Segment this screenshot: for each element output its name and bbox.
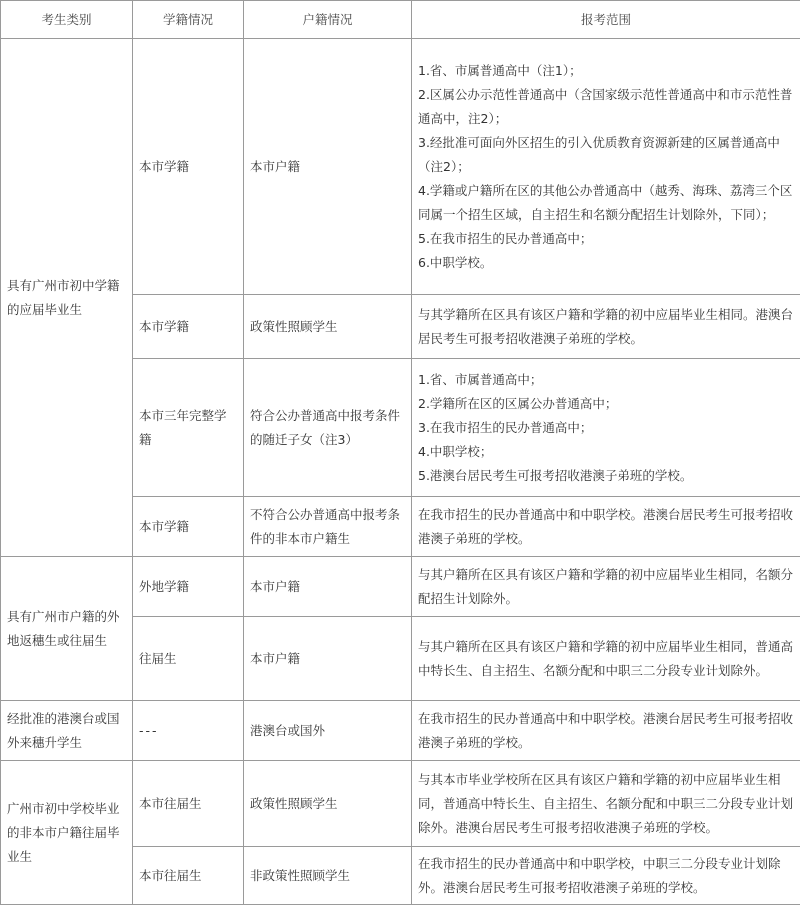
household-status-cell: 政策性照顾学生 (244, 761, 412, 847)
category-cell: 具有广州市初中学籍的应届毕业生 (1, 39, 133, 557)
household-status-cell: 非政策性照顾学生 (244, 847, 412, 905)
table-row (1, 557, 800, 617)
scope-line: 1.省、市属普通高中； (418, 371, 543, 387)
scope-cell (412, 39, 800, 295)
table-row (1, 701, 800, 761)
header-application-scope: 报考范围 (412, 1, 800, 39)
household-status-cell: 港澳台或国外 (244, 701, 412, 761)
scope-line: 2.区属公办示范性普通高中（含国家级示范性普通高中和市示范性普通高中，注2）； (418, 86, 793, 126)
table-row (1, 761, 800, 847)
category-cell: 经批准的港澳台或国外来穗升学生 (1, 701, 133, 761)
category-cell: 具有广州市户籍的外地返穗生或往届生 (1, 557, 133, 701)
scope-cell: 与其本市毕业学校所在区具有该区户籍和学籍的初中应届毕业生相同，普通高中特长生、自主招生、名额分配和中职三二分段专业计划除外。港澳台居民考生可报考招收港澳子弟班的学校。 (412, 761, 800, 847)
scope-cell: 在我市招生的民办普通高中和中职学校，中职三二分段专业计划除外。港澳台居民考生可报考招收港澳子弟班的学校。 (412, 847, 800, 905)
school-status-cell: --- (133, 701, 244, 761)
scope-cell (412, 359, 800, 497)
school-status-cell: 本市学籍 (133, 497, 244, 557)
scope-line: 3.在我市招生的民办普通高中； (418, 419, 593, 435)
household-status-cell: 本市户籍 (244, 39, 412, 295)
header-row (1, 1, 800, 39)
household-status-cell: 政策性照顾学生 (244, 295, 412, 359)
header-school-status: 学籍情况 (133, 1, 244, 39)
header-category: 考生类别 (1, 1, 133, 39)
school-status-cell: 本市三年完整学籍 (133, 359, 244, 497)
scope-cell: 在我市招生的民办普通高中和中职学校。港澳台居民考生可报考招收港澳子弟班的学校。 (412, 497, 800, 557)
household-status-cell: 本市户籍 (244, 557, 412, 617)
table-row (1, 39, 800, 295)
school-status-cell: 本市学籍 (133, 295, 244, 359)
scope-line: 5.在我市招生的民办普通高中； (418, 230, 593, 246)
scope-line: 5.港澳台居民考生可报考招收港澳子弟班的学校。 (418, 467, 693, 483)
household-status-cell: 符合公办普通高中报考条件的随迁子女（注3） (244, 359, 412, 497)
scope-cell: 与其户籍所在区具有该区户籍和学籍的初中应届毕业生相同，名额分配招生计划除外。 (412, 557, 800, 617)
scope-line: 6.中职学校。 (418, 254, 493, 270)
scope-line: 1.省、市属普通高中（注1）； (418, 62, 582, 78)
scope-line: 2.学籍所在区的区属公办普通高中； (418, 395, 618, 411)
scope-cell: 与其学籍所在区具有该区户籍和学籍的初中应届毕业生相同。港澳台居民考生可报考招收港澳子弟班的学校。 (412, 295, 800, 359)
household-status-cell: 不符合公办普通高中报考条件的非本市户籍生 (244, 497, 412, 557)
scope-cell: 在我市招生的民办普通高中和中职学校。港澳台居民考生可报考招收港澳子弟班的学校。 (412, 701, 800, 761)
school-status-cell: 本市往届生 (133, 847, 244, 905)
scope-line: 4.学籍或户籍所在区的其他公办普通高中（越秀、海珠、荔湾三个区同属一个招生区域，自主招生和名额分配招生计划除外，下同）； (418, 182, 793, 222)
scope-line: 4.中职学校； (418, 443, 493, 459)
school-status-cell: 本市往届生 (133, 761, 244, 847)
scope-cell: 与其户籍所在区具有该区户籍和学籍的初中应届毕业生相同，普通高中特长生、自主招生、名额分配和中职三二分段专业计划除外。 (412, 617, 800, 701)
school-status-cell: 往届生 (133, 617, 244, 701)
household-status-cell: 本市户籍 (244, 617, 412, 701)
school-status-cell: 本市学籍 (133, 39, 244, 295)
category-cell: 广州市初中学校毕业的非本市户籍往届毕业生 (1, 761, 133, 905)
scope-line: 3.经批准可面向外区招生的引入优质教育资源新建的区属普通高中（注2）； (418, 134, 780, 174)
header-household-status: 户籍情况 (244, 1, 412, 39)
school-status-cell: 外地学籍 (133, 557, 244, 617)
